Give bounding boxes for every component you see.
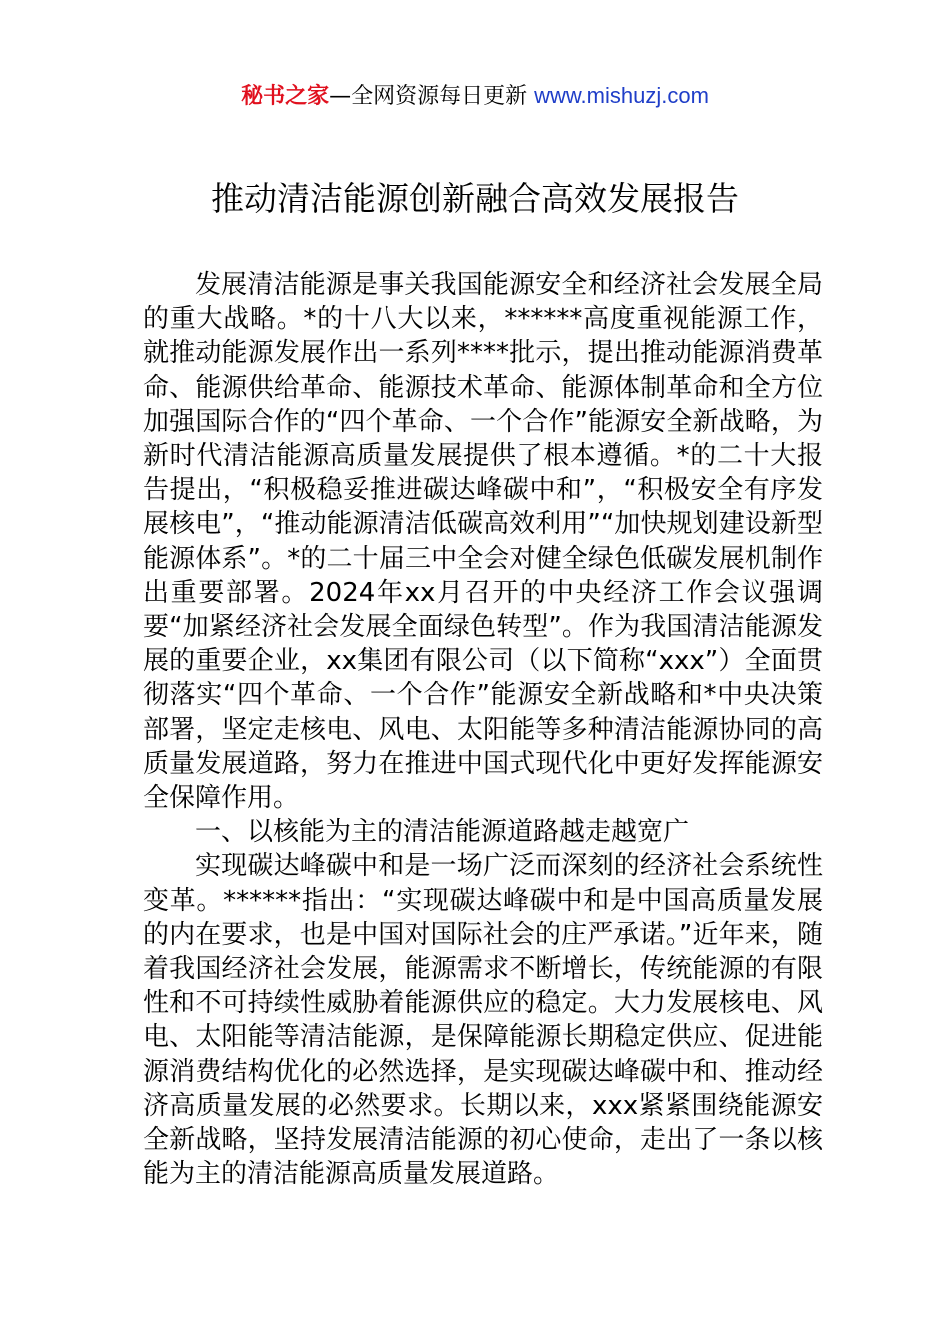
document-body xyxy=(143,268,823,1191)
brand-name: 秘书之家 xyxy=(241,84,330,109)
document-title: 推动清洁能源创新融合高效发展报告 xyxy=(211,179,739,218)
site-url[interactable]: www.mishuzj.com xyxy=(534,83,709,108)
header-slogan: —全网资源每日更新 xyxy=(329,84,535,109)
section-heading-1: 一、以核能为主的清洁能源道路越走越宽广 xyxy=(195,817,690,848)
paragraph-section-1: 实现碳达峰碳中和是一场广泛而深刻的经济社会系统性变革。******指出：“实现碳达峰碳中和是中国高质量发展的内在要求，也是中国对国际社会的庄严承诺。”近年来，随着我国经济社会发展，能源需求不断增长，传统能源的有限性和不可持续性威胁着能源供应的稳定。大力发展核电、风电、太阳能等清洁能源，是保障能源长期稳定供应、促进能源消费结构优化的必然选择，是实现碳达峰碳中和、推动经济高质量发展的必然要求。长期以来，xxx紧紧围绕能源安全新战略，坚持发展清洁能源的初心使命，走出了一条以核能为主的清洁能源高质量发展道路。 xyxy=(143,851,823,1190)
paragraph-intro: 发展清洁能源是事关我国能源安全和经济社会发展全局的重大战略。*的十八大以来，******高度重视能源工作，就推动能源发展作出一系列****批示，提出推动能源消费革命、能源供给革命、能源技术革命、能源体制革命和全方位加强国际合作的“四个革命、一个合作”能源安全新战略，为新时代清洁能源高质量发展提供了根本遵循。*的二十大报告提出，“积极稳妥推进碳达峰碳中和”，“积极安全有序发展核电”，“推动能源清洁低碳高效利用”“加快规划建设新型能源体系”。*的二十届三中全会对健全绿色低碳发展机制作出重要部署。2024年xx月召开的中央经济工作会议强调要“加紧经济社会发展全面绿色转型”。作为我国清洁能源发展的重要企业，xx集团有限公司（以下简称“xxx”）全面贯彻落实“四个革命、一个合作”能源安全新战略和*中央决策部署，坚定走核电、风电、太阳能等多种清洁能源协同的高质量发展道路，努力在推进中国式现代化中更好发挥能源安全保障作用。 xyxy=(143,270,823,814)
site-header xyxy=(0,80,950,113)
